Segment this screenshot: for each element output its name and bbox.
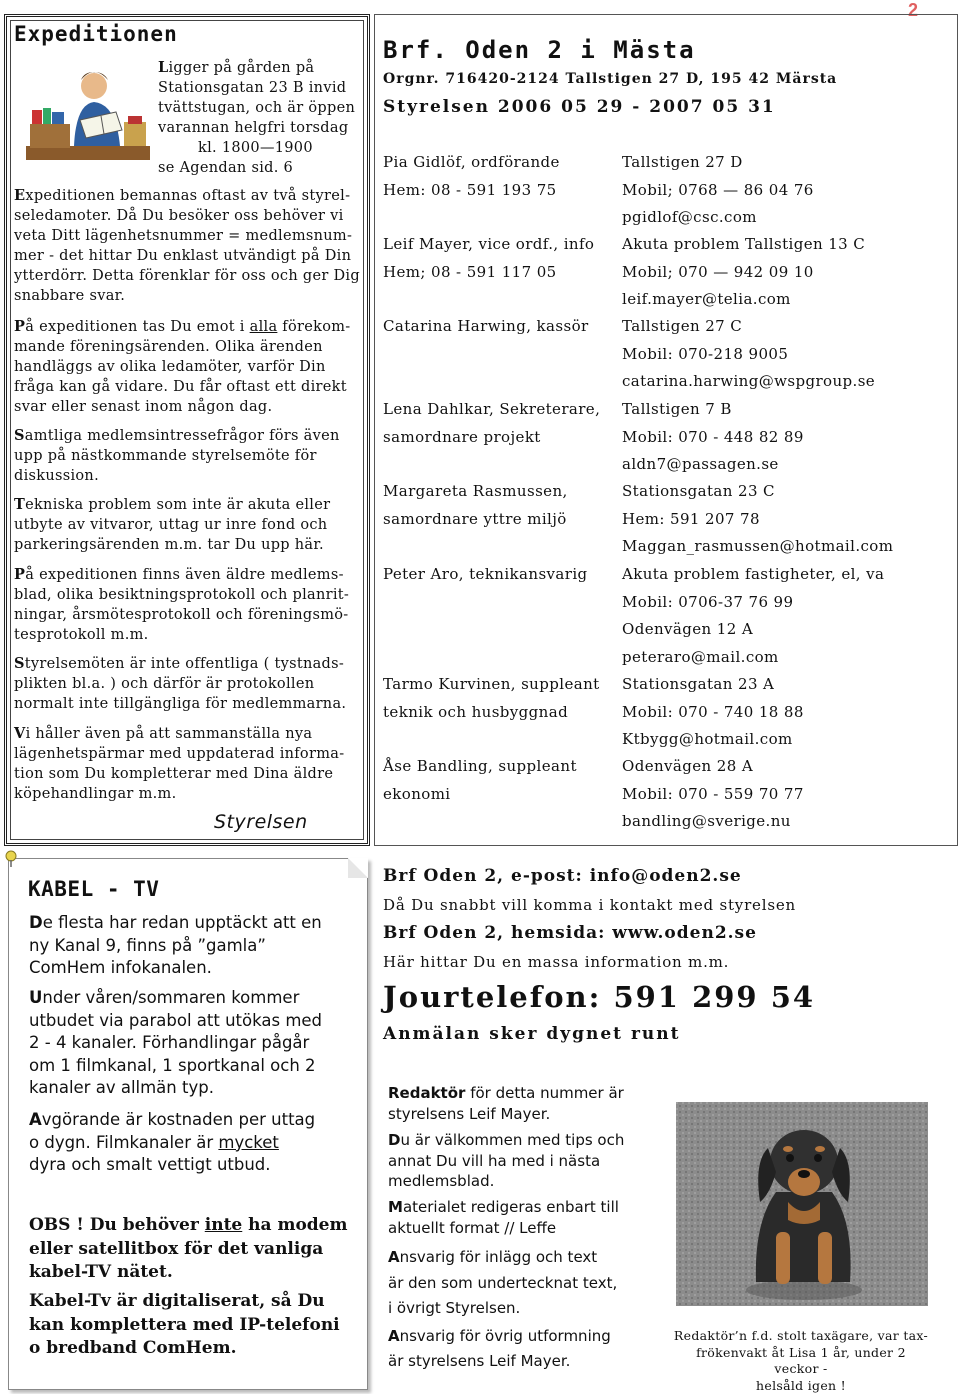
member-line: Odenvägen 28 A <box>622 757 754 775</box>
member-line: Mobil: 070-218 9005 <box>622 344 789 363</box>
kabel-line <box>29 1132 359 1155</box>
editor-line: Ansvarig för inlägg och text <box>388 1248 598 1266</box>
location-line: Ligger på gården på <box>158 59 315 76</box>
para-line: ningar, årsmötesprotokoll och föreningsmö- <box>14 607 349 623</box>
para-line: veta Ditt lägenhetsnummer = medlemsnum- <box>14 228 353 244</box>
member-name <box>383 149 619 204</box>
caption-line: helsåld igen ! <box>756 1377 846 1393</box>
member-line: Tallstigen 27 D <box>622 153 743 171</box>
kabel-obs-notice <box>29 1214 359 1285</box>
kabel-line: De flesta har redan upptäckt att en <box>29 913 322 932</box>
kabel-line: eller satellitbox för det vanliga <box>29 1238 324 1259</box>
org-name: Brf. Oden 2 i Mästa <box>383 36 696 64</box>
website-subtext: Här hittar Du en massa information m.m. <box>383 953 730 971</box>
expedition-paragraph <box>14 186 366 306</box>
member-email[interactable]: bandling@sverige.nu <box>622 812 791 830</box>
expedition-paragraph <box>14 426 366 486</box>
kabel-text: OBS ! Du behöver <box>29 1215 205 1235</box>
member-email[interactable]: aldn7@passagen.se <box>622 455 779 473</box>
member-line: Hem: 08 - 591 193 75 <box>383 180 557 199</box>
editor-line: medlemsblad. <box>388 1172 495 1190</box>
kabel-text: ha modem <box>242 1215 348 1235</box>
member-line: Hem: 591 207 78 <box>622 509 760 528</box>
member-line: Mobil: 070 - 559 70 77 <box>622 784 804 803</box>
location-line: varannan helgfri torsdag <box>158 120 349 136</box>
emergency-phone: Jourtelefon: 591 299 54 <box>383 980 816 1014</box>
member-contact <box>622 478 952 561</box>
editor-line: är styrelsens Leif Mayer. <box>388 1352 571 1370</box>
editor-line: styrelsens Leif Mayer. <box>388 1104 551 1123</box>
kabel-tv-title: KABEL - TV <box>28 877 160 901</box>
member-name <box>383 753 619 808</box>
kabel-paragraph <box>29 1109 359 1177</box>
member-line: Tarmo Kurvinen, suppleant <box>383 675 600 693</box>
underlined-word: inte <box>204 1215 243 1235</box>
member-line: Akuta problem Tallstigen 13 C <box>622 235 866 253</box>
location-line: tvättstugan, och är öppen <box>158 100 356 116</box>
kabel-paragraph <box>29 1290 359 1361</box>
member-line: Stationsgatan 23 A <box>622 675 775 693</box>
kabel-line <box>29 1214 359 1238</box>
para-line: Expeditionen bemannas oftast av två styrel- <box>14 187 351 204</box>
kabel-line: kan komplettera med IP-telefoni <box>29 1314 340 1335</box>
member-line: Tallstigen 27 C <box>622 317 743 335</box>
para-line: blad, olika besiktningsprotokoll och planrit- <box>14 587 350 603</box>
para-line: utbyte av vitvaror, uttag ur inre fond och <box>14 517 328 533</box>
editor-line: är den som undertecknat text, <box>388 1273 618 1292</box>
member-line: Mobil: 070 - 740 18 88 <box>622 702 804 721</box>
member-email[interactable]: Ktbygg@hotmail.com <box>622 730 793 748</box>
location-line: Stationsgatan 23 B invid <box>158 80 347 96</box>
kabel-line: utbudet via parabol att utökas med <box>29 1010 323 1030</box>
para-line: lägenhetspärmar med uppdaterad informa- <box>14 746 345 762</box>
kabel-line: kanaler av allmän typ. <box>29 1078 214 1097</box>
caption-line: Redaktör’n f.d. stolt taxägare, var tax- <box>673 1328 929 1343</box>
para-line: På expeditionen tas Du emot i alla förekom- <box>14 318 351 335</box>
location-line: kl. 1800—1900 <box>198 140 313 156</box>
member-line: Akuta problem fastigheter, el, va <box>622 565 885 583</box>
member-line: Mobil; 0768 — 86 04 76 <box>622 180 814 199</box>
member-name <box>383 561 619 589</box>
member-line: Hem; 08 - 591 117 05 <box>383 262 557 281</box>
editor-paragraph <box>388 1324 648 1374</box>
member-line: Catarina Harwing, kassör <box>383 317 589 335</box>
editor-paragraph <box>388 1245 648 1322</box>
member-line: Margareta Rasmussen, <box>383 482 568 500</box>
page-number: 2 <box>908 0 919 20</box>
editor-line: aktuellt format // Leffe <box>388 1218 557 1237</box>
website-heading[interactable]: Brf Oden 2, hemsida: www.oden2.se <box>383 923 757 943</box>
para-line: Vi håller även på att sammanställa nya <box>14 725 313 742</box>
member-contact <box>622 753 952 836</box>
expedition-paragraph <box>14 495 366 555</box>
member-line: Tallstigen 7 B <box>622 400 732 418</box>
member-contact <box>622 561 952 671</box>
para-line: tion som Du kompletterar med Dina äldre <box>14 766 334 782</box>
kabel-line: Avgörande är kostnaden per uttag <box>29 1110 316 1129</box>
expedition-location <box>158 58 364 178</box>
email-subtext: Då Du snabbt vill komma i kontakt med styrelsen <box>383 896 796 914</box>
para-line: snabbare svar. <box>14 288 126 304</box>
para-line: seledamoter. Då Du besöker oss behöver vi <box>14 208 344 224</box>
member-line: Mobil; 070 — 942 09 10 <box>622 262 814 281</box>
member-contact <box>622 231 952 314</box>
member-name <box>383 313 619 341</box>
expedition-paragraph <box>14 724 366 804</box>
member-line: Mobil: 0706-37 76 99 <box>622 592 794 611</box>
member-line: Stationsgatan 23 C <box>622 482 775 500</box>
member-line: Odenvägen 12 A <box>622 620 754 638</box>
member-line: Lena Dahlkar, Sekreterare, <box>383 400 601 418</box>
member-line: Peter Aro, teknikansvarig <box>383 565 588 583</box>
editor-line: Materialet redigeras enbart till <box>388 1198 619 1216</box>
member-email[interactable]: pgidlof@csc.com <box>622 208 757 226</box>
pushpin-icon <box>4 850 18 868</box>
photo-caption <box>672 1328 930 1394</box>
member-name <box>383 478 619 533</box>
member-line: samordnare projekt <box>383 427 541 446</box>
expedition-paragraph <box>14 654 366 714</box>
signature: Styrelsen <box>214 811 308 833</box>
member-line: teknik och husbyggnad <box>383 702 569 721</box>
para-line: upp på nästkommande styrelsemöte för <box>14 448 317 464</box>
para-line: Styrelsemöten är inte offentliga ( tystnads- <box>14 655 345 672</box>
para-line: På expeditionen finns även äldre medlems- <box>14 566 344 583</box>
email-heading[interactable]: Brf Oden 2, e-post: info@oden2.se <box>383 866 742 886</box>
expedition-paragraph <box>14 565 366 645</box>
kabel-line: dyra och smalt vettigt utbud. <box>29 1155 271 1174</box>
member-name <box>383 671 619 726</box>
expedition-paragraph <box>14 317 366 417</box>
para-line: normalt inte tillgängliga för medlemmarna. <box>14 696 347 712</box>
kabel-line: 2 - 4 kanaler. Förhandlingar pågår <box>29 1033 310 1052</box>
editor-text: för detta nummer är <box>465 1084 624 1102</box>
editor-line: i övrigt Styrelsen. <box>388 1299 521 1317</box>
member-contact <box>622 396 952 479</box>
member-line: ekonomi <box>383 784 451 803</box>
member-contact <box>622 149 952 232</box>
kabel-paragraph <box>29 987 359 1100</box>
member-line: samordnare yttre miljö <box>383 509 567 528</box>
caption-line: frökenvakt åt Lisa 1 år, under 2 veckor - <box>696 1344 906 1376</box>
editor-paragraph <box>388 1083 648 1124</box>
para-line: Samtliga medlemsintressefrågor förs även <box>14 427 340 444</box>
para-line: mande föreningsärenden. Olika ärenden <box>14 339 323 355</box>
kabel-line: om 1 filmkanal, 1 sportkanal och 2 <box>29 1055 316 1075</box>
editor-line <box>388 1083 648 1104</box>
expedition-title: Expeditionen <box>14 22 178 46</box>
para-line: plikten bl.a. ) och därför är protokollen <box>14 676 315 692</box>
para-line: svar eller senast inom någon dag. <box>14 399 273 415</box>
editor-line: Ansvarig för övrig utformning <box>388 1327 611 1345</box>
member-email[interactable]: catarina.harwing@wspgroup.se <box>622 372 876 390</box>
para-line: ytterdörr. Detta förenklar för oss och ger Dig <box>14 268 360 284</box>
member-name <box>383 396 619 451</box>
editor-line: Du är välkommen med tips och <box>388 1131 625 1149</box>
para-line: tesprotokoll m.m. <box>14 627 149 643</box>
kabel-paragraph <box>29 912 359 980</box>
dachshund-puppy-photo <box>676 1102 928 1306</box>
editor-paragraph <box>388 1197 648 1238</box>
kabel-line: ComHem infokanalen. <box>29 958 212 977</box>
kabel-line: o bredband ComHem. <box>29 1338 237 1358</box>
member-line: Mobil: 070 - 448 82 89 <box>622 427 804 446</box>
editor-line: annat Du vill ha med i nästa <box>388 1151 601 1170</box>
kabel-line: Kabel-Tv är digitaliserat, så Du <box>29 1291 325 1311</box>
location-line: se Agendan sid. 6 <box>158 160 294 176</box>
para-line: fråga kan gå vidare. Du får oftast ett direkt <box>14 379 347 395</box>
kabel-line: ny Kanal 9, finns på ”gamla” <box>29 935 266 955</box>
para-line: köpehandlingar m.m. <box>14 786 177 802</box>
member-line: Leif Mayer, vice ordf., info <box>383 235 595 253</box>
kabel-line: Under våren/sommaren kommer <box>29 988 300 1007</box>
member-contact <box>622 313 952 396</box>
underlined-word: alla <box>249 319 278 335</box>
para-line: diskussion. <box>14 468 99 484</box>
editor-bold: Redaktör <box>388 1084 466 1102</box>
underlined-word: mycket <box>218 1132 279 1152</box>
member-email[interactable]: Maggan_rasmussen@hotmail.com <box>622 537 894 555</box>
para-line: handläggs av olika ledamöter, varför Din <box>14 359 326 375</box>
member-email[interactable]: leif.mayer@telia.com <box>622 290 791 308</box>
member-contact <box>622 671 952 754</box>
editor-paragraph <box>388 1130 648 1192</box>
org-number: Orgnr. 716420-2124 Tallstigen 27 D, 195 42 Märsta <box>383 71 838 87</box>
reading-person-icon <box>24 60 152 164</box>
board-period: Styrelsen 2006 05 29 - 2007 05 31 <box>383 97 776 117</box>
kabel-text: o dygn. Filmkanaler är <box>29 1132 219 1152</box>
emergency-phone-subtext: Anmälan sker dygnet runt <box>383 1024 681 1044</box>
member-name <box>383 231 619 286</box>
para-line: Tekniska problem som inte är akuta eller <box>14 496 331 513</box>
member-line: Åse Bandling, suppleant <box>383 757 577 775</box>
member-email[interactable]: peteraro@mail.com <box>622 647 779 666</box>
para-line: mer - det hittar Du enklast utvändigt på Din <box>14 248 352 264</box>
para-line: parkeringsärenden m.m. tar Du upp här. <box>14 537 324 553</box>
kabel-line: kabel-TV nätet. <box>29 1262 173 1282</box>
member-line: Pia Gidlöf, ordförande <box>383 153 560 171</box>
